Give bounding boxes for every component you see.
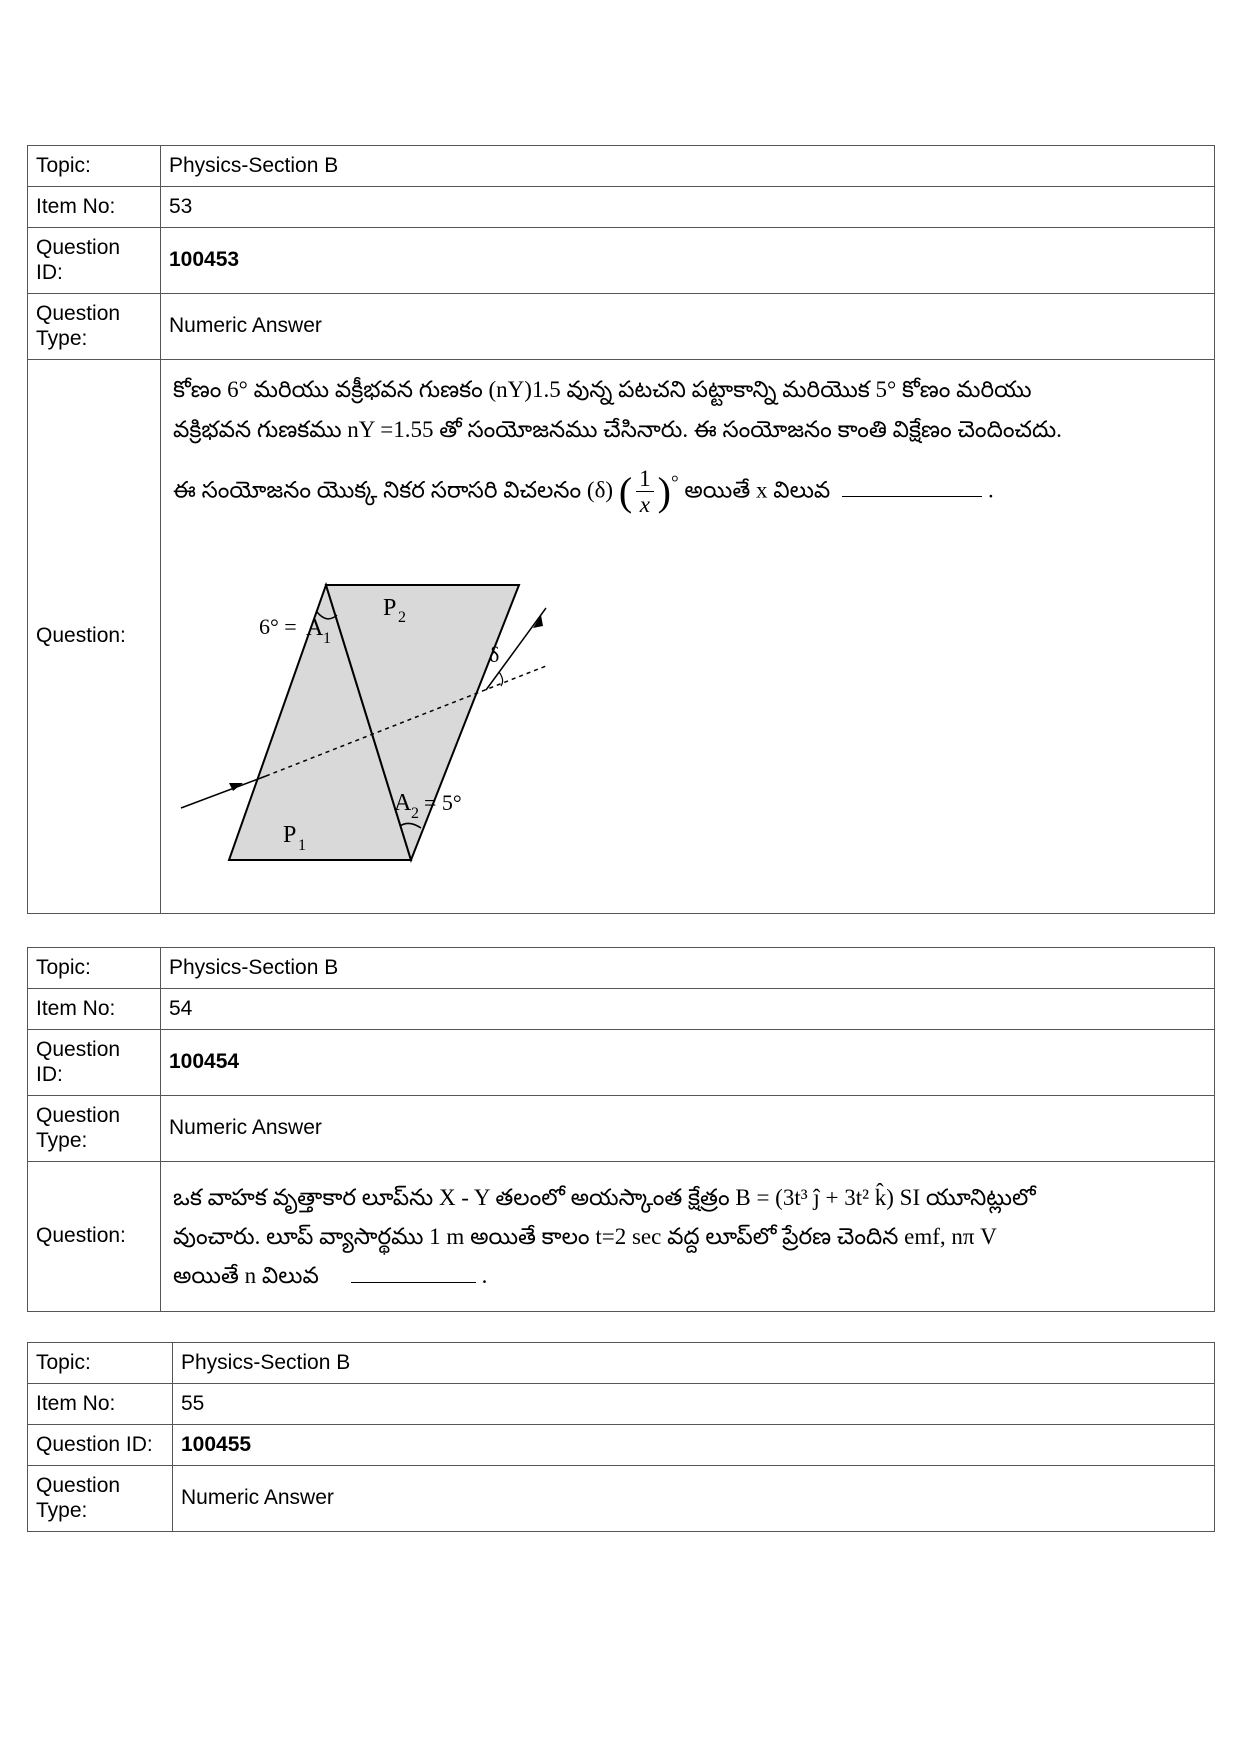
question-line-3: [173, 457, 1202, 527]
fraction-denominator: x: [639, 492, 651, 517]
answer-blank: [842, 495, 982, 497]
topic-value: Physics-Section B: [161, 146, 1215, 187]
question-body: [161, 1162, 1215, 1312]
paren-close: ): [657, 468, 671, 514]
label-a1: A: [306, 615, 324, 641]
item-no-value: 53: [161, 187, 1215, 228]
question-line-2: వుంచారు. లూప్ వ్యాసార్థము 1 m అయితే కాలం t=2 sec వద్ద లూప్‌లో ప్రేరణ చెందిన emf, nπ V: [173, 1223, 997, 1249]
topic-row: [28, 146, 1215, 187]
label-a1-sub: 1: [323, 630, 331, 647]
topic-row: [28, 948, 1215, 989]
question-type-row: [28, 1096, 1215, 1162]
label-a2: A: [394, 790, 412, 816]
question-line-1: కోణం 6° మరియు వక్రీభవన గుణకం (nY)1.5 వున్న పటచని పట్టాకాన్ని మరియొక 5° కోణం మరియు: [173, 377, 1032, 402]
question-id-label: Question ID:: [28, 1030, 161, 1096]
question-id-value: 100453: [161, 228, 1215, 294]
paren-open: (: [618, 468, 633, 514]
item-no-row: [28, 1384, 1215, 1425]
topic-row: [28, 1343, 1215, 1384]
answer-blank: [351, 1281, 476, 1283]
question-line-1: ఒక వాహక వృత్తాకార లూప్‌ను X - Y తలంలో అయస్కాంత క్షేత్రం B = (3t³ ĵ + 3t² k̂) SI యూనిట్లులో: [173, 1184, 1036, 1210]
question-body: [161, 360, 1215, 914]
question-id-value: 100455: [173, 1425, 1215, 1466]
question-label: Question:: [28, 1162, 161, 1312]
label-angle1: 6° =: [259, 614, 297, 639]
item-no-value: 55: [173, 1384, 1215, 1425]
question-line-3: [173, 1256, 1202, 1295]
question-line-3-pre: ఈ సంయోజనం యొక్క నికర సరాసరి విచలనం (δ): [173, 476, 614, 502]
question-type-value: Numeric Answer: [161, 294, 1215, 360]
item-no-row: [28, 187, 1215, 228]
item-no-label: Item No:: [28, 989, 161, 1030]
question-id-row: [28, 1425, 1215, 1466]
question-text: [169, 1174, 1206, 1299]
question-type-row: [28, 1466, 1215, 1532]
question-id-label: Question ID:: [28, 1425, 173, 1466]
topic-label: Topic:: [28, 146, 161, 187]
topic-label: Topic:: [28, 1343, 173, 1384]
item-no-label: Item No:: [28, 1384, 173, 1425]
prism-figure: [171, 580, 571, 900]
question-table-53: [27, 145, 1215, 914]
question-line-3-end: .: [988, 476, 994, 502]
label-p1: P: [283, 822, 297, 848]
label-p1-sub: 1: [298, 837, 306, 854]
question-type-label: Question Type:: [28, 1096, 161, 1162]
question-label: Question:: [28, 360, 161, 914]
degree-mark: °: [670, 472, 679, 494]
item-no-label: Item No:: [28, 187, 161, 228]
question-id-row: [28, 1030, 1215, 1096]
topic-value: Physics-Section B: [173, 1343, 1215, 1384]
question-type-value: Numeric Answer: [161, 1096, 1215, 1162]
question-type-row: [28, 294, 1215, 360]
question-table-55: [27, 1342, 1215, 1532]
question-type-value: Numeric Answer: [173, 1466, 1215, 1532]
question-id-value: 100454: [161, 1030, 1215, 1096]
item-no-row: [28, 989, 1215, 1030]
question-line-3-end: .: [481, 1263, 488, 1289]
question-line-2: వక్రిభవన గుణకము nY =1.55 తో సంయోజనము చేసినారు. ఈ సంయోజనం కాంతి విక్షేణం చెందించదు.: [173, 417, 1062, 443]
label-delta: δ: [489, 642, 500, 667]
fraction: [636, 466, 654, 518]
question-text: [169, 360, 1206, 527]
topic-label: Topic:: [28, 948, 161, 989]
topic-value: Physics-Section B: [161, 948, 1215, 989]
emergent-arrow-head: [533, 615, 543, 628]
question-id-label: Question ID:: [28, 228, 161, 294]
label-angle2: = 5°: [424, 790, 462, 815]
question-type-label: Question Type:: [28, 1466, 173, 1532]
item-no-value: 54: [161, 989, 1215, 1030]
question-table-54: [27, 947, 1215, 1312]
label-p2: P: [383, 595, 397, 621]
question-row: [28, 1162, 1215, 1312]
question-row: [28, 360, 1215, 914]
question-line-3-post: అయితే x విలువ: [684, 476, 831, 502]
question-type-label: Question Type:: [28, 294, 161, 360]
question-id-row: [28, 228, 1215, 294]
fraction-numerator: 1: [636, 466, 654, 492]
label-p2-sub: 2: [398, 609, 406, 626]
label-a2-sub: 2: [411, 805, 419, 822]
question-line-3-text: అయితే n విలువ: [173, 1263, 319, 1289]
